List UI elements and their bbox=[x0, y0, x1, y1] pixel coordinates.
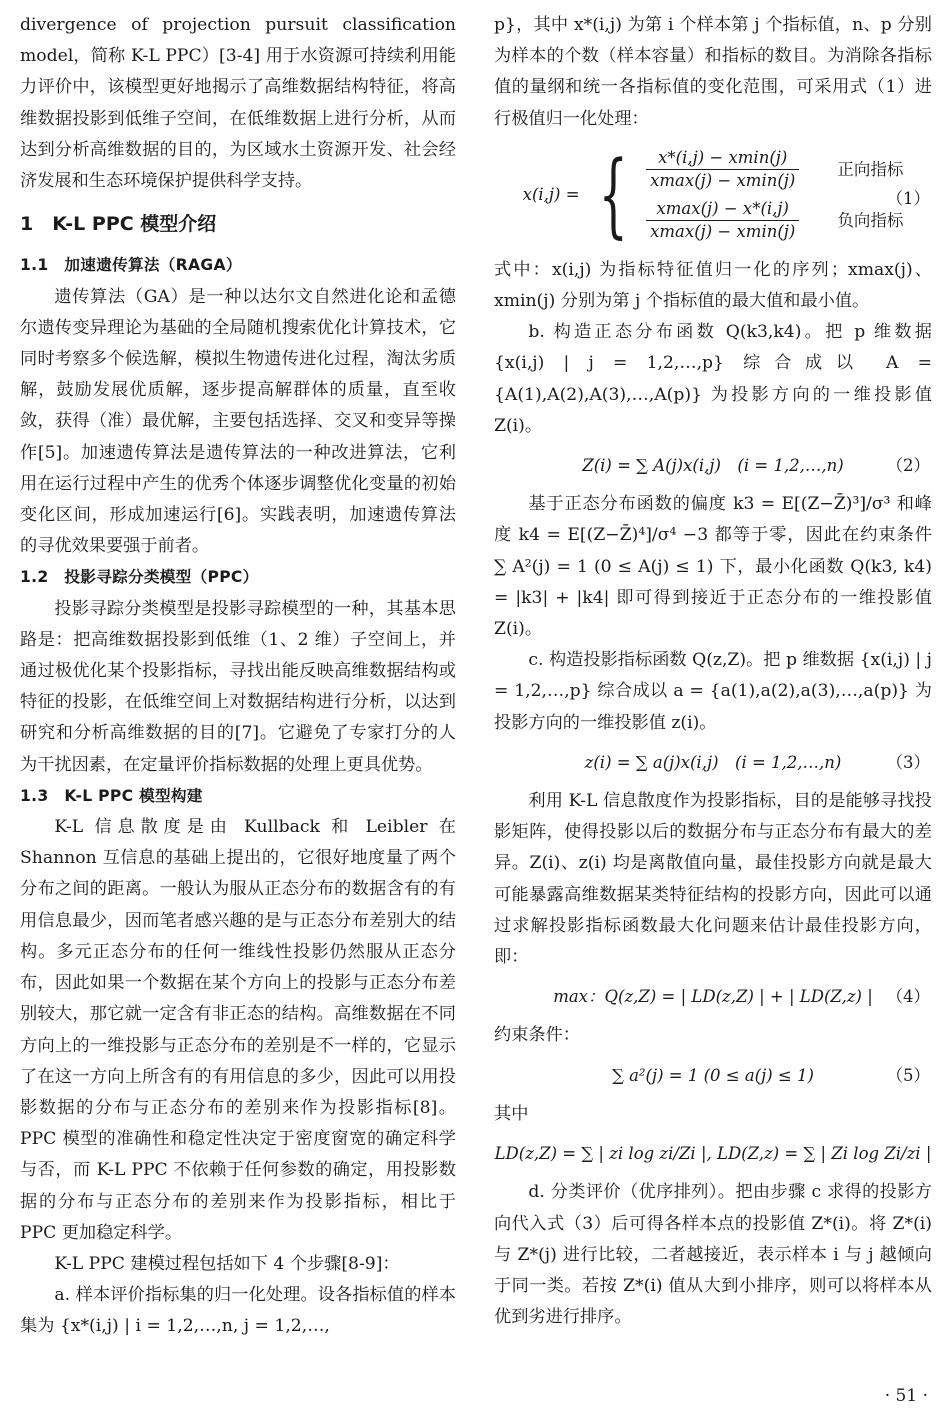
eq2-number: （2） bbox=[886, 456, 930, 476]
equation-2 bbox=[494, 450, 932, 481]
eq4-body: max：Q(z,Z) = | LD(z,Z) | + | LD(Z,z) | bbox=[553, 987, 873, 1007]
eq2-body: Z(i) = ∑ A(j)x(i,j) (i = 1,2,…,n) bbox=[582, 456, 844, 476]
right-column bbox=[494, 10, 932, 1333]
eq5-body: ∑ a²(j) = 1 (0 ≤ a(j) ≤ 1) bbox=[612, 1065, 814, 1085]
eq1-number: （1） bbox=[886, 188, 930, 208]
eq6-body: LD(z,Z) = ∑ | zi log zi/Zi |, LD(Z,z) = ∑ | Zi log Zi/zi | bbox=[494, 1144, 932, 1164]
skew-kurtosis-paragraph: 基于正态分布函数的偏度 k3 = E[(Z−Z̄)³]/σ³ 和峰度 k4 = E[(Z−Z̄)⁴]/σ⁴ −3 都等于零，因此在约束条件 ∑ A²(j) = 1 (0 ≤ A(j) ≤ 1) 下，最小化函数 Q(k3, k4) = |k3| + |k4| 即可得到接近于正态分布的一维投影值 Z(i)。 bbox=[494, 494, 932, 640]
eq4-number: （4） bbox=[886, 987, 930, 1007]
where-label: 其中 bbox=[494, 1103, 529, 1124]
eq1-case2-numerator: xmax(j) − x*(i,j) bbox=[646, 198, 799, 221]
eq1-case1-numerator: x*(i,j) − xmin(j) bbox=[646, 147, 799, 170]
subsection-1-1-heading: 1.1 加速遗传算法（RAGA） bbox=[20, 256, 242, 275]
steps-intro-paragraph: K-L PPC 建模过程包括如下 4 个步骤[8-9]： bbox=[54, 1253, 400, 1274]
eq3-number: （3） bbox=[886, 752, 930, 772]
step-b-paragraph: b. 构造正态分布函数 Q(k3,k4)。把 p 维数据 {x(i,j) | j = 1,2,…,p} 综合成以 A = {A(1),A(2),A(3),…,A(p)} 为投影方向的一维投影值 Z(i)。 bbox=[494, 322, 932, 436]
eq1-explanation: 式中：x(i,j) 为指标特征值归一化的序列；xmax(j)、xmin(j) 分别为第 j 个指标值的最大值和最小值。 bbox=[494, 259, 932, 312]
equation-4 bbox=[494, 981, 932, 1012]
eq1-lhs: x(i,j) = bbox=[522, 185, 580, 205]
section-1-heading: 1 K-L PPC 模型介绍 bbox=[20, 213, 217, 236]
equation-3 bbox=[494, 747, 932, 778]
equation-6 bbox=[494, 1138, 932, 1169]
kl-ppc-paragraph: K-L 信息散度是由 Kullback 和 Leibler 在 Shannon 互信息的基础上提出的，它很好地度量了两个分布之间的距离。一般认为服从正态分布的数据含有的有用信息最少，因而笔者感兴趣的是与正态分布差别大的结构。多元正态分布的任何一维线性投影仍然服从正态分布，因此如果一个数据在某个方向上的投影与正态分布差别较大，那它就一定含有非正态的结构。高维数据在不同方向上的一维投影与正态分布的差别是不一样的，它显示了在这一方向上所含有的有用信息的多少，因此可以用投影数据的分布与正态分布的差别来作为投影指标[8]。PPC 模型的准确性和稳定性决定于密度窗宽的确定科学与否，而 K-L PPC 不依赖于任何参数的确定，用投影数据的分布与正态分布的差别来作为投影指标，相比于 PPC 更加稳定科学。 bbox=[20, 817, 456, 1243]
left-column bbox=[20, 10, 456, 1343]
eq1-case2-denominator: xmax(j) − xmin(j) bbox=[650, 221, 796, 241]
step-a-continued: p}，其中 x*(i,j) 为第 i 个样本第 j 个指标值，n、p 分别为样本的个数（样本容量）和指标的数目。为消除各指标值的量纲和统一各指标值的变化范围，可采用式（1）进行极值归一化处理： bbox=[494, 15, 932, 129]
step-d-paragraph: d. 分类评价（优序排列）。把由步骤 c 求得的投影方向代入式（3）后可得各样本点的投影值 Z*(i)。将 Z*(i) 与 Z*(j) 进行比较，二者越接近，表示样本 i 与 j 越倾向于同一类。若按 Z*(i) 值从大到小排序，则可以将样本从优到劣进行排序。 bbox=[494, 1182, 932, 1328]
eq1-case2-label: 负向指标 bbox=[837, 210, 904, 230]
eq1-case1-label: 正向指标 bbox=[837, 159, 904, 179]
eq1-case1-denominator: xmax(j) − xmin(j) bbox=[650, 170, 796, 190]
subsection-1-3-heading: 1.3 K-L PPC 模型构建 bbox=[20, 786, 203, 805]
raga-paragraph: 遗传算法（GA）是一种以达尔文自然进化论和孟德尔遗传变异理论为基础的全局随机搜索优化计算技术，它同时考察多个候选解，模拟生物遗传进化过程，淘汰劣质解，鼓励发展优质解，逐步提高解群体的质量，直至收敛，获得（准）最优解，主要包括选择、交叉和变异等操作[5]。加速遗传算法是遗传算法的一种改进算法，它利用在运行过程中产生的优秀个体逐步调整优化变量的初始变化区间，形成加速运行[6]。实践表明，加速遗传算法的寻优效果要强于前者。 bbox=[20, 286, 456, 557]
step-c-paragraph: c. 构造投影指标函数 Q(z,Z)。把 p 维数据 {x(i,j) | j = 1,2,…,p} 综合成以 a = {a(1),a(2),a(3),…,a(p)} 为投影方向的一维投影值 z(i)。 bbox=[494, 650, 932, 733]
intro-paragraph: divergence of projection pursuit classification model，简称 K-L PPC）[3-4] 用于水资源可持续利用能力评价中，该模型更好地揭示了高维数据结构特征，将高维数据投影到低维子空间，在低维数据上进行分析，从而达到分析高维数据的目的，为区域水土资源开发、社会经济发展和生态环境保护提供科学支持。 bbox=[20, 15, 456, 192]
ppc-paragraph: 投影寻踪分类模型是投影寻踪模型的一种，其基本思路是：把高维数据投影到低维（1、2 维）子空间上，并通过极优化某个投影指标，寻找出能反映高维数据结构或特征的投影，在低维空间上对数据结构进行分析，以达到研究和分析高维数据的目的[7]。它避免了专家打分的人为干扰因素，在定量评价指标数据的处理上更具优势。 bbox=[20, 598, 456, 775]
eq3-body: z(i) = ∑ a(j)x(i,j) (i = 1,2,…,n) bbox=[584, 752, 842, 772]
step-a-paragraph: a. 样本评价指标集的归一化处理。设各指标值的样本集为 {x*(i,j) | i = 1,2,…,n, j = 1,2,…, bbox=[20, 1285, 456, 1337]
left-brace-icon: { bbox=[598, 140, 628, 248]
equation-5 bbox=[494, 1060, 932, 1091]
equation-1 bbox=[494, 140, 932, 248]
eq5-number: （5） bbox=[886, 1065, 930, 1085]
constraint-label: 约束条件： bbox=[494, 1025, 580, 1046]
page-number: · 51 · bbox=[884, 1386, 928, 1406]
subsection-1-2-heading: 1.2 投影寻踪分类模型（PPC） bbox=[20, 568, 259, 587]
kl-index-paragraph: 利用 K-L 信息散度作为投影指标，目的是能够寻找投影矩阵，使得投影以后的数据分布与正态分布有最大的差异。Z(i)、z(i) 均是离散值向量，最佳投影方向就是最大可能暴露高维数据某类特征结构的投影方向，因此可以通过求解投影指标函数最大化问题来估计最佳投影方向，即： bbox=[494, 791, 932, 968]
